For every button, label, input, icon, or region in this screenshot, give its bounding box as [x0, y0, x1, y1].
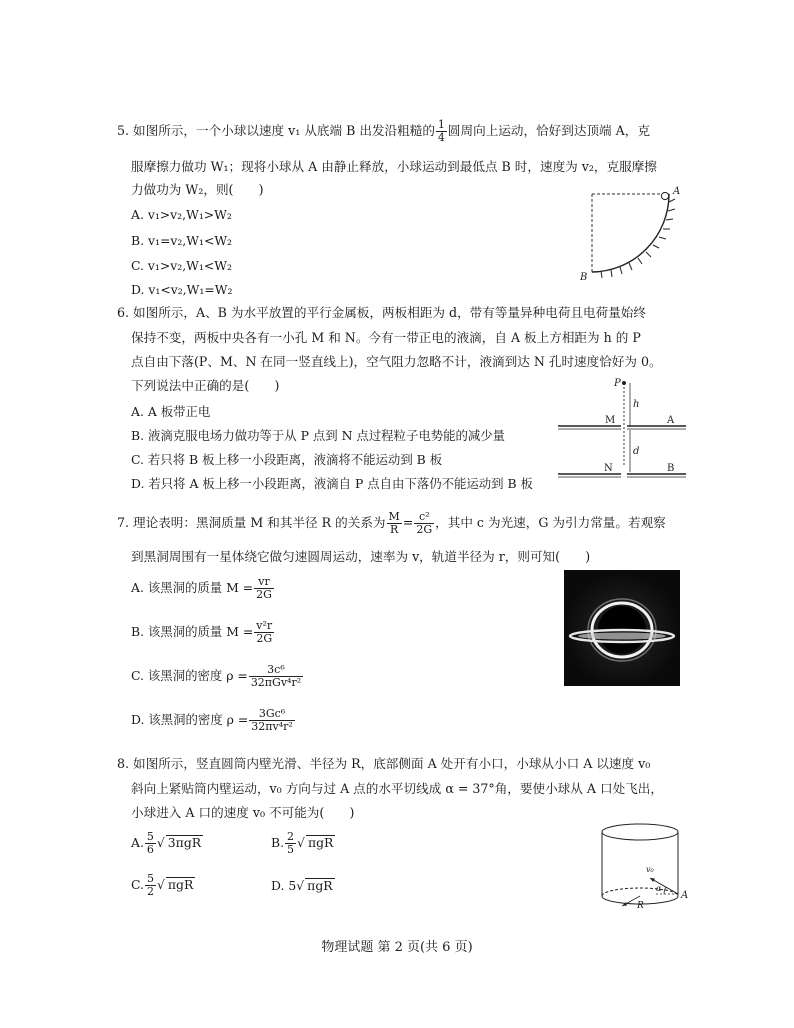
q7-m-over-r	[387, 511, 402, 536]
frac-num: 5	[146, 830, 154, 843]
page-footer: 物理试题 第 2 页(共 6 页)	[321, 940, 473, 955]
q6-line-2: 保持不变，两板中央各有一小孔 M 和 N。今有一带正电的液滴，自 A 板上方相距为 h 的 P	[131, 330, 641, 345]
bh-disk-core	[578, 633, 666, 640]
q7-equals: =	[402, 515, 414, 530]
q8-opt-c-radicand: πgR	[167, 877, 194, 892]
q6-label-d: d	[633, 446, 640, 457]
q6-option-b: B. 液滴克服电场力做功等于从 P 点到 N 点过程粒子电势能的减少量	[131, 428, 506, 443]
q8-opt-b-radicand: πgR	[307, 835, 334, 850]
q8-option-c	[131, 873, 195, 898]
q6-label-p: P	[614, 378, 621, 389]
frac-num: vr	[254, 576, 274, 589]
frac-den: 5	[287, 843, 295, 856]
q7-line-2: 到黑洞周围有一星体绕它做匀速圆周运动，速率为 v，轨道半径为 r，则可知( )	[131, 549, 591, 564]
q6-option-d: D. 若只将 A 板上移一小段距离，液滴自 P 点自由下落仍不能运动到 B 板	[131, 476, 533, 491]
frac-num: 5	[146, 872, 154, 885]
q8-label-a: A	[681, 890, 689, 901]
q5-text-1a: 5. 如图所示，一个小球以速度 v₁ 从底端 B 出发沿粗糙的	[117, 123, 435, 138]
frac-num: 2	[287, 830, 295, 843]
frac-num: 1	[437, 118, 445, 131]
frac-num: v²r	[256, 619, 273, 632]
frac-den: 2G	[416, 523, 433, 536]
q5-line-3: 力做功为 W₂，则( )	[131, 182, 264, 197]
q7-line-1	[117, 511, 666, 536]
q6-line-4: 下列说法中正确的是( )	[131, 378, 280, 393]
q5-ball	[661, 192, 668, 199]
q6-line-1: 6. 如图所示，A、B 为水平放置的平行金属板，两板相距为 d，带有等量异种电荷且电荷量始终	[117, 305, 646, 320]
q5-option-c: C. v₁>v₂,W₁<W₂	[131, 258, 232, 273]
q5-line-2: 服摩擦力做功 W₁；现将小球从 A 由静止释放，小球运动到最低点 B 时，速度为 v₂，克服摩擦	[131, 159, 657, 174]
frac-den: 32πv⁴r²	[251, 720, 293, 733]
q8-line-3: 小球进入 A 口的速度 v₀ 不可能为( )	[131, 805, 355, 820]
q8-label-alpha: α	[656, 884, 662, 893]
q6-label-m: M	[605, 415, 616, 426]
q8-line-2: 斜向上紧贴筒内壁运动，v₀ 方向与过 A 点的水平切线成 α = 37°角，要使小球从 A 口处飞出，	[131, 781, 663, 796]
frac-den: 2	[146, 885, 154, 898]
frac-den: 4	[437, 131, 445, 144]
q8-opt-c-label: C.	[131, 877, 144, 892]
q8-opt-b-frac	[285, 831, 296, 856]
frac-num: 3c⁶	[249, 664, 303, 677]
q8-opt-c-frac	[145, 873, 156, 898]
q8-option-a	[131, 831, 203, 856]
q8-line-1: 8. 如图所示，竖直圆筒内壁光滑、半径为 R，底部侧面 A 处开有小口，小球从小口 A 以速度 v₀	[117, 756, 651, 771]
q7-opt-d-frac	[249, 708, 295, 733]
sqrt-sign: √	[296, 878, 305, 893]
frac-num: M	[388, 510, 400, 523]
q6-option-a: A. A 板带正电	[131, 404, 211, 419]
q8-opt-a-radicand: 3πgR	[167, 835, 202, 850]
q7-opt-a-frac	[254, 576, 274, 601]
q5-line-1	[117, 119, 650, 144]
frac-den: 2G	[256, 588, 272, 601]
q7-option-a	[131, 576, 275, 601]
frac-den: 6	[146, 843, 154, 856]
q5-option-b: B. v₁=v₂,W₁<W₂	[131, 233, 233, 248]
q7-option-c	[131, 664, 304, 689]
q5-label-a: A	[673, 186, 681, 197]
q8-opt-b-label: B.	[271, 835, 285, 850]
q8-top-ellipse	[602, 824, 678, 840]
q8-opt-a-label: A.	[131, 835, 144, 850]
frac-den: 2G	[256, 632, 273, 645]
frac-den: 32πGv⁴r²	[250, 676, 302, 689]
q7-opt-c-frac	[249, 664, 303, 689]
q8-label-r: R	[637, 901, 644, 911]
q5-text-1b: 圆周向上运动，恰好到达顶端 A，克	[447, 123, 650, 138]
q5-hatch	[601, 199, 675, 278]
q5-label-b: B	[580, 272, 588, 283]
q7-opt-b-text: B. 该黑洞的质量 M =	[131, 624, 254, 639]
q7-option-d	[131, 708, 296, 733]
q6-droplet-p	[622, 381, 626, 385]
q6-line-3: 点自由下落(P、M、N 在同一竖直线上)，空气阻力忽略不计，液滴到达 N 孔时速度恰好为 0。	[131, 354, 662, 369]
q8-opt-d-label: D. 5	[271, 878, 297, 893]
q6-option-c: C. 若只将 B 板上移一小段距离，液滴将不能运动到 B 板	[131, 452, 443, 467]
q5-option-d: D. v₁<v₂,W₁=W₂	[131, 282, 233, 297]
q7-opt-b-frac	[254, 620, 274, 645]
frac-num: 3Gc⁶	[249, 708, 295, 721]
q8-opt-d-radicand: πgR	[307, 878, 333, 893]
q8-option-b	[271, 831, 335, 856]
black-hole-image	[564, 570, 680, 686]
q6-label-b: B	[667, 463, 675, 474]
q6-label-h: h	[633, 399, 640, 410]
q5-arc	[592, 194, 669, 272]
sqrt-sign: √	[297, 835, 305, 850]
q6-label-a: A	[667, 415, 675, 426]
q7-opt-c-text: C. 该黑洞的密度 ρ =	[131, 668, 248, 683]
q7-text-1b: ，其中 c 为光速，G 为引力常量。若观察	[435, 515, 666, 530]
q5-quarter-circle-figure	[578, 184, 688, 284]
q7-c2-over-2g	[414, 511, 434, 536]
q6-label-n: N	[604, 463, 613, 474]
q7-opt-a-text: A. 该黑洞的质量 M =	[131, 580, 254, 595]
q7-option-b	[131, 620, 275, 645]
q6-capacitor-figure	[554, 374, 690, 480]
q5-option-a: A. v₁>v₂,W₁>W₂	[131, 207, 232, 222]
q8-bottom-back	[602, 888, 678, 896]
sqrt-sign: √	[156, 877, 165, 892]
q8-radius-arrowhead	[622, 902, 627, 906]
q8-opt-a-frac	[145, 831, 156, 856]
q7-text-1a: 7. 理论表明：黑洞质量 M 和其半径 R 的关系为	[117, 515, 386, 530]
sqrt-sign: √	[156, 835, 165, 850]
q8-label-v0: v₀	[646, 865, 654, 874]
frac-den: R	[390, 523, 399, 536]
q8-cylinder-figure	[592, 820, 692, 916]
q7-opt-d-text: D. 该黑洞的密度 ρ =	[131, 712, 249, 727]
frac-num: c²	[414, 511, 434, 524]
q5-quarter-fraction	[436, 119, 447, 144]
q8-option-d	[271, 877, 335, 895]
